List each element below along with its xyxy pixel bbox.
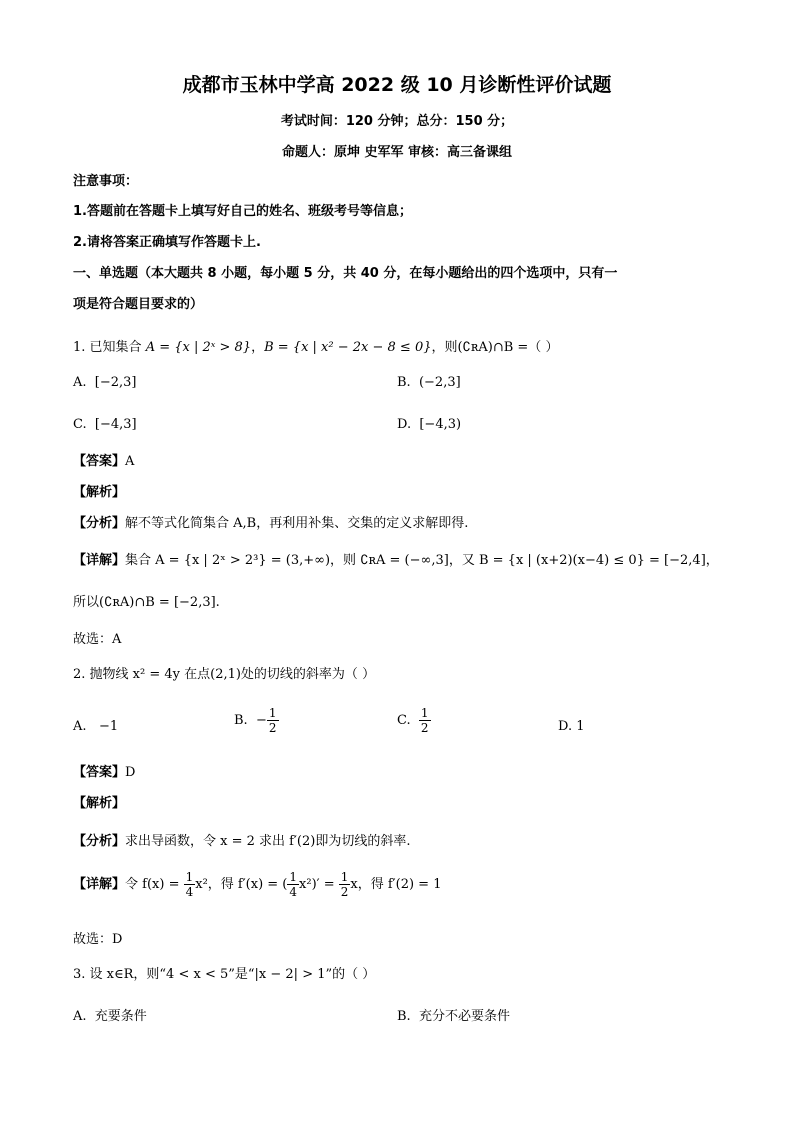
fraction-denominator: 4	[289, 885, 298, 899]
detail-part: x²，得 f′(x) = (	[195, 877, 288, 892]
notice-heading: 注意事项：	[73, 174, 139, 189]
question-2-answer	[73, 765, 135, 781]
question-2-stem: 2. 抛物线 x² = 4y 在点(2,1)处的切线的斜率为（ ）	[73, 667, 376, 682]
detail-tag: 【详解】	[73, 553, 126, 568]
answer-tag: 【答案】	[73, 765, 126, 780]
question-1-fenxi	[73, 516, 468, 532]
question-2-option-c	[397, 706, 431, 735]
question-1-choose: 故选：A	[73, 632, 122, 647]
option-fraction	[267, 706, 279, 735]
detail-text: 集合 A = {x | 2ˣ > 2³} = (3,+∞)，则 ∁ʀA = (−∞,3]，又 B = {x | (x+2)(x−4) ≤ 0} = [−2,4]，	[125, 553, 719, 568]
notice-item-1: 1.答题前在答题卡上填写好自己的姓名、班级考号等信息；	[73, 204, 412, 219]
section-heading-line1: 一、单选题（本大题共 8 小题，每小题 5 分，共 40 分，在每小题给出的四个选项中，只有一	[73, 266, 618, 281]
analysis-tag: 【解析】	[73, 485, 126, 500]
page-title: 成都市玉林中学高 2022 级 10 月诊断性评价试题	[182, 74, 612, 96]
question-1-stem	[73, 340, 558, 356]
question-1-analysis-tag	[73, 485, 125, 501]
exam-time-info: 考试时间：120 分钟；总分：150 分；	[280, 114, 514, 129]
section-heading-line2: 项是符合题目要求的）	[73, 297, 204, 312]
option-value: [−4,3]	[94, 417, 137, 432]
fenxi-text: 求出导函数，令 x = 2 求出 f′(2)即为切线的斜率.	[125, 834, 411, 849]
question-1-detail	[73, 553, 719, 569]
fraction-denominator: 2	[268, 721, 277, 735]
analysis-tag: 【解析】	[73, 796, 126, 811]
option-sign: −	[255, 713, 267, 728]
detail-fraction	[339, 870, 351, 899]
detail-part: x²)′ =	[299, 877, 339, 892]
option-label: B.	[234, 713, 248, 728]
fenxi-text: 解不等式化简集合 A,B，再利用补集、交集的定义求解即得.	[125, 516, 469, 531]
question-2-option-b	[234, 706, 279, 735]
option-label: B.	[397, 375, 411, 390]
question-3-option-a	[73, 1005, 147, 1024]
fraction-numerator: 1	[340, 870, 349, 884]
question-2-option-d	[558, 719, 585, 734]
fraction-denominator: 2	[340, 885, 349, 899]
question-2-analysis-tag	[73, 796, 125, 812]
question-1-option-b	[397, 375, 461, 390]
option-label: A.	[73, 1009, 87, 1024]
option-value: (−2,3]	[418, 375, 461, 390]
option-label: A.	[73, 719, 87, 734]
option-fraction	[419, 706, 431, 735]
option-label: A.	[73, 375, 87, 390]
fraction-numerator: 1	[289, 870, 298, 884]
question-1-option-c	[73, 417, 137, 432]
option-label: C.	[73, 417, 87, 432]
answer-value: A	[125, 454, 135, 469]
notice-item-2: 2.请将答案正确填写作答题卡上.	[73, 235, 261, 250]
question-1-separator: ，	[251, 340, 265, 355]
fraction-numerator: 1	[185, 870, 194, 884]
answer-value: D	[125, 765, 136, 780]
detail-part: 令 f(x) =	[125, 877, 184, 892]
fraction-denominator: 4	[185, 885, 194, 899]
option-value: 1	[576, 719, 585, 734]
detail-fraction	[184, 870, 196, 899]
fenxi-tag: 【分析】	[73, 516, 126, 531]
fraction-denominator: 2	[420, 721, 429, 735]
question-1-set-b: B = {x | x² − 2x − 8 ≤ 0}	[264, 340, 432, 355]
question-2-detail	[73, 870, 441, 900]
exam-authors: 命题人：原坤 史军军 审核：高三备课组	[281, 145, 513, 160]
question-3-stem: 3. 设 x∈R，则“4 < x < 5”是“|x − 2| > 1”的（ ）	[73, 967, 376, 982]
question-1-detail-2: 所以(∁ʀA)∩B = [−2,3].	[73, 595, 220, 610]
option-value: −1	[98, 719, 119, 734]
question-1-set-a: A = {x | 2ˣ > 8}	[145, 340, 252, 355]
question-1-answer	[73, 454, 134, 470]
fenxi-tag: 【分析】	[73, 834, 126, 849]
fraction-numerator: 1	[420, 706, 429, 720]
question-1-option-d	[397, 417, 461, 432]
question-2-option-a	[73, 719, 118, 734]
option-label: C.	[397, 713, 411, 728]
detail-fraction	[287, 870, 299, 899]
option-label: B.	[397, 1009, 411, 1024]
question-2-choose: 故选：D	[73, 932, 123, 947]
option-value: 充要条件	[94, 1009, 147, 1024]
question-3-option-b	[397, 1005, 510, 1024]
question-2-fenxi	[73, 834, 410, 850]
question-1-option-a	[73, 375, 137, 390]
question-1-tail: ，则(∁ʀA)∩B =（ ）	[431, 340, 559, 355]
detail-part: x，得 f′(2) = 1	[350, 877, 442, 892]
detail-tag: 【详解】	[73, 877, 126, 892]
question-1-number: 1. 已知集合	[73, 340, 142, 355]
option-value: 充分不必要条件	[418, 1009, 510, 1024]
option-label: D.	[558, 719, 573, 734]
answer-tag: 【答案】	[73, 454, 126, 469]
fraction-numerator: 1	[268, 706, 277, 720]
option-value: [−4,3)	[419, 417, 462, 432]
option-label: D.	[397, 417, 412, 432]
option-value: [−2,3]	[94, 375, 137, 390]
